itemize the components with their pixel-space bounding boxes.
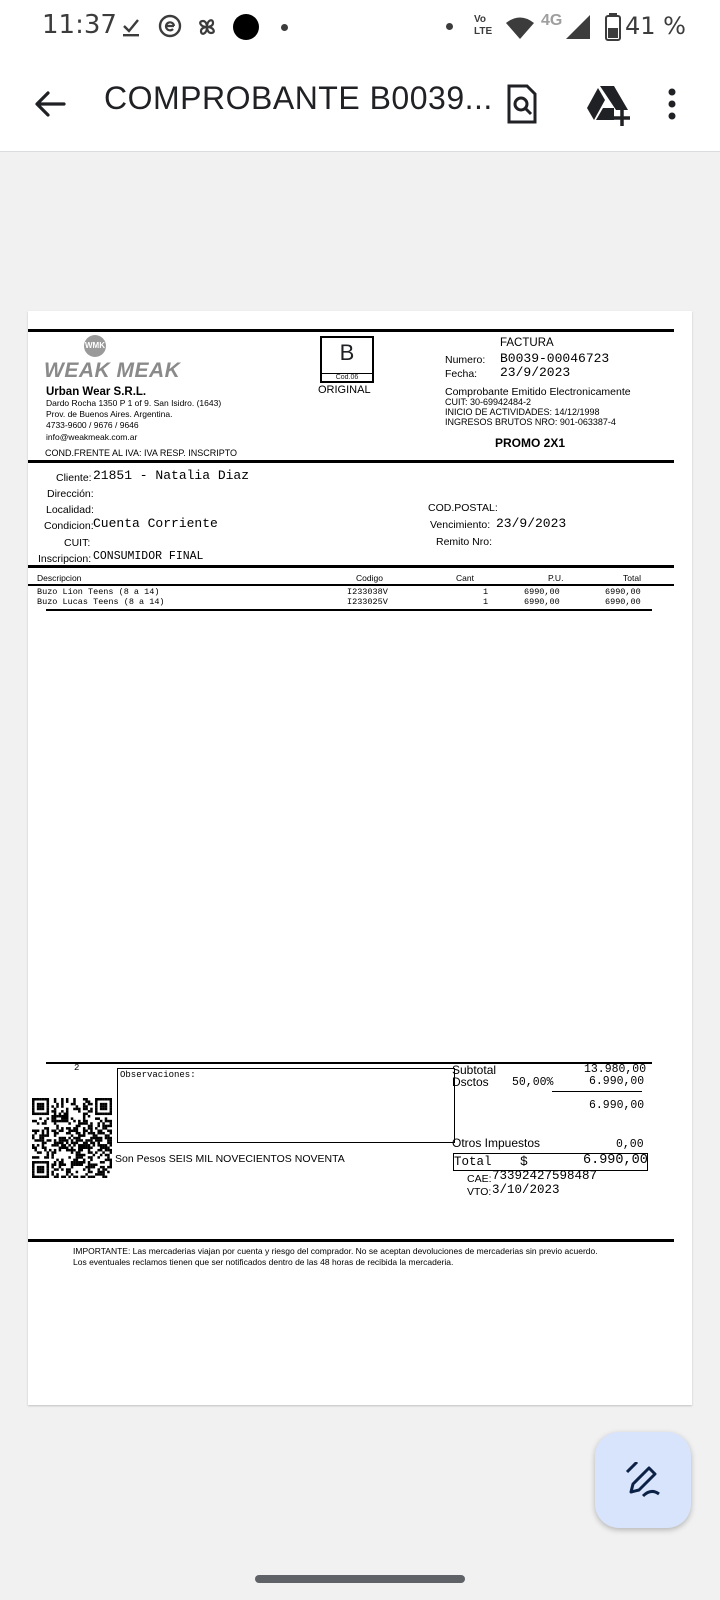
- inscripcion-value: CONSUMIDOR FINAL: [93, 550, 204, 563]
- inscripcion-label: Inscripcion:: [38, 553, 92, 565]
- row-cant: 1: [483, 587, 489, 597]
- cuit-label: CUIT:: [64, 537, 91, 549]
- notification-dot-icon: [446, 23, 453, 30]
- dsctos-percent: 50,00%: [512, 1076, 554, 1089]
- invoice-type-box: [320, 336, 374, 383]
- dsctos-value: 6.990,00: [589, 1075, 645, 1088]
- table-bottom-rule: [46, 609, 652, 611]
- numero-value: B0039-00046723: [500, 351, 610, 366]
- importante-line-2: Los eventuales reclamos tienen que ser notificados dentro de las 48 horas de recibida la mercaderia.: [73, 1257, 454, 1267]
- item-count: 2: [74, 1063, 80, 1073]
- cae-label: CAE:: [467, 1173, 492, 1185]
- table-header-rule: [28, 584, 674, 586]
- battery-icon: [605, 13, 621, 41]
- cae-value: 73392427598487: [492, 1169, 598, 1183]
- son-pesos-text: Son Pesos SEIS MIL NOVECIENTOS NOVENTA: [115, 1153, 345, 1165]
- localidad-label: Localidad:: [46, 504, 94, 516]
- edit-fab-button[interactable]: [595, 1432, 691, 1528]
- company-email: info@weakmeak.com.ar: [46, 432, 138, 442]
- row-pu: 6990,00: [524, 587, 560, 597]
- col-cant: Cant: [456, 573, 474, 583]
- subtotal-value: 13.980,00: [584, 1063, 647, 1076]
- cliente-value: 21851 - Natalia Diaz: [93, 468, 250, 483]
- total-currency: $: [520, 1154, 528, 1169]
- doc-title: FACTURA: [500, 337, 554, 349]
- back-arrow-icon[interactable]: [30, 84, 70, 124]
- company-name: Urban Wear S.R.L.: [46, 386, 147, 398]
- fecha-value: 23/9/2023: [500, 365, 571, 380]
- qr-code-image: [32, 1098, 112, 1178]
- remito-label: Remito Nro:: [436, 536, 493, 548]
- logo-mark: WMK: [84, 335, 106, 357]
- footer-top-rule: [46, 1062, 652, 1064]
- edit-pen-icon: [625, 1462, 661, 1498]
- observaciones-label: Observaciones:: [120, 1070, 196, 1080]
- wifi-icon: [505, 16, 535, 40]
- notification-dot-icon: [281, 24, 288, 31]
- cell-signal-icon: [565, 14, 591, 40]
- row-descripcion: Buzo Lucas Teens (8 a 14): [37, 597, 165, 607]
- condicion-label: Condicion:: [44, 520, 94, 532]
- status-bar: [0, 0, 720, 54]
- dsctos-label: Dsctos: [452, 1075, 489, 1089]
- numero-label: Numero:: [445, 354, 486, 366]
- cuit-text: CUIT: 30-69942484-2: [445, 397, 532, 407]
- invoice-page: [28, 311, 692, 1405]
- client-bottom-rule: [28, 565, 674, 568]
- importante-rule: [28, 1239, 674, 1242]
- app-bar: [0, 54, 720, 152]
- codpostal-label: COD.POSTAL:: [428, 502, 498, 514]
- neto-value: 6.990,00: [589, 1099, 645, 1112]
- invoice-type-letter: B: [339, 340, 355, 365]
- total-value: 6.990,00: [583, 1153, 648, 1168]
- gesture-bar[interactable]: [255, 1575, 465, 1583]
- row-cant: 1: [483, 597, 489, 607]
- volte-label: Vo LTE: [474, 14, 493, 37]
- network-type-label: 4G: [541, 12, 563, 29]
- invoice-type-code: Cod.06: [322, 373, 372, 381]
- header-bottom-rule: [28, 460, 674, 463]
- vencimiento-label: Vencimiento:: [430, 519, 491, 531]
- importante-line-1: IMPORTANTE: Las mercaderias viajan por cuenta y riesgo del comprador. No se aceptan devoluciones de mercaderias sin previo acuerdo.: [73, 1246, 598, 1256]
- observaciones-box: [117, 1068, 455, 1143]
- vto-label: VTO:: [467, 1186, 492, 1198]
- vto-value: 3/10/2023: [492, 1183, 560, 1197]
- net-rule: [552, 1091, 642, 1092]
- company-province: Prov. de Buenos Aires. Argentina.: [46, 409, 173, 419]
- app-e-icon: [158, 14, 182, 38]
- more-vert-icon[interactable]: [660, 82, 684, 126]
- total-label: Total: [454, 1155, 492, 1169]
- row-codigo: I233025V: [347, 597, 388, 607]
- row-descripcion: Buzo Lion Teens (8 a 14): [37, 587, 160, 597]
- check-download-icon: [120, 16, 142, 38]
- row-codigo: I233038V: [347, 587, 388, 597]
- row-total: 6990,00: [605, 587, 641, 597]
- condicion-value: Cuenta Corriente: [93, 516, 218, 531]
- battery-percent: 41 %: [625, 12, 686, 40]
- drive-add-icon[interactable]: [584, 82, 634, 126]
- status-time: 11:37: [42, 10, 117, 40]
- pinwheel-icon: [194, 14, 220, 40]
- fecha-label: Fecha:: [445, 368, 478, 380]
- row-pu: 6990,00: [524, 597, 560, 607]
- brand-logo: WEAK MEAK: [44, 359, 181, 382]
- col-total: Total: [623, 573, 641, 583]
- subtotal-label: Subtotal: [452, 1063, 497, 1077]
- col-codigo: Codigo: [356, 573, 383, 583]
- black-dot-icon: [233, 14, 259, 40]
- direccion-label: Dirección:: [47, 488, 94, 500]
- cliente-label: Cliente:: [56, 472, 92, 484]
- document-title: COMPROBANTE B0039...: [104, 80, 493, 116]
- copy-label: ORIGINAL: [318, 384, 371, 396]
- company-phones: 4733-9600 / 9676 / 9646: [46, 420, 139, 430]
- otros-value: 0,00: [616, 1138, 644, 1151]
- search-document-icon[interactable]: [500, 82, 544, 126]
- vencimiento-value: 23/9/2023: [496, 516, 567, 531]
- col-descripcion: Descripcion: [37, 573, 82, 583]
- company-address: Dardo Rocha 1350 P 1 of 9. San Isidro. (1643): [46, 398, 222, 408]
- header-top-rule: [28, 329, 674, 332]
- inicio-text: INICIO DE ACTIVIDADES: 14/12/1998: [445, 407, 600, 417]
- emitido-text: Comprobante Emitido Electronicamente: [445, 386, 631, 398]
- ingresos-text: INGRESOS BRUTOS NRO: 901-063387-4: [445, 417, 616, 427]
- company-iva: COND.FRENTE AL IVA: IVA RESP. INSCRIPTO: [45, 448, 238, 458]
- promo-label: PROMO 2X1: [495, 436, 566, 450]
- otros-label: Otros Impuestos: [452, 1136, 541, 1150]
- col-pu: P.U.: [548, 573, 564, 583]
- row-total: 6990,00: [605, 597, 641, 607]
